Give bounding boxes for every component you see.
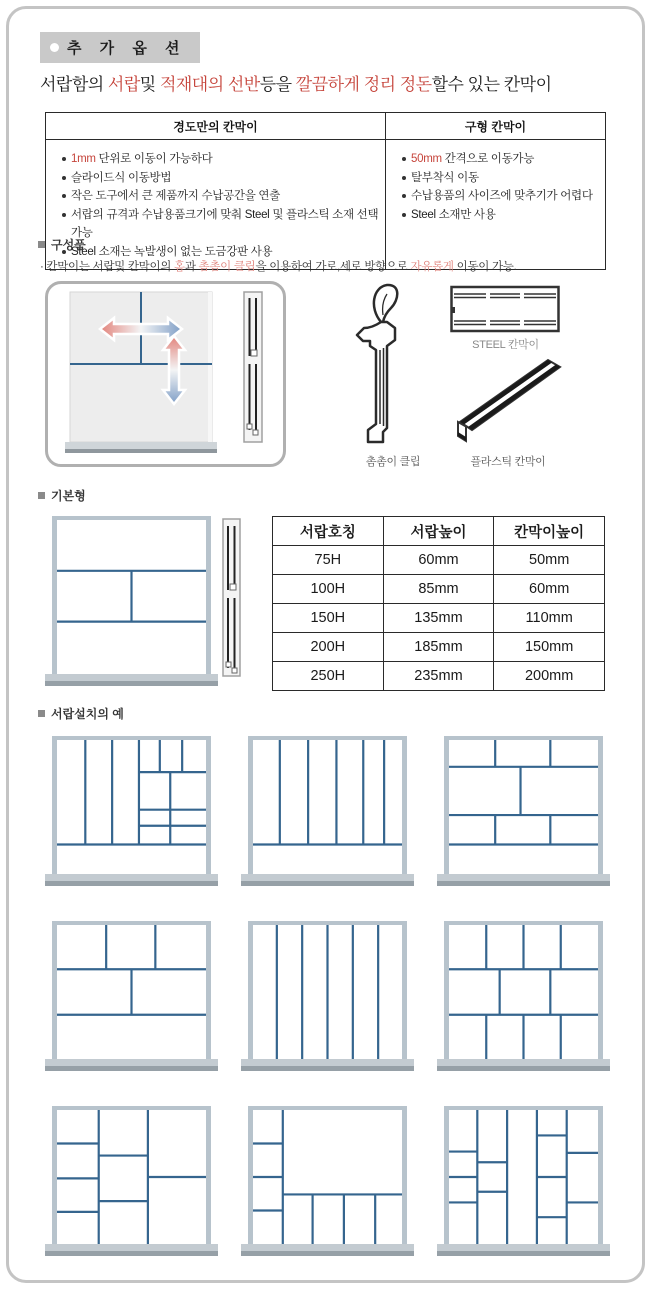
text-part: 할수 있는 칸막이 bbox=[431, 75, 552, 94]
clip-drawing bbox=[348, 282, 424, 450]
text-part: 및 bbox=[139, 75, 160, 94]
comparison-cell-left bbox=[46, 140, 386, 270]
comparison-table bbox=[45, 112, 606, 270]
drawer-example bbox=[437, 919, 610, 1071]
comparison-header-right: 구형 칸막이 bbox=[386, 113, 606, 140]
feature-list-left bbox=[62, 150, 379, 261]
section-header-label: 서랍설치의 예 bbox=[51, 707, 124, 721]
comparison-header-left: 경도만의 칸막이 bbox=[46, 113, 386, 140]
spec-table-cell: 250H bbox=[273, 662, 384, 691]
spec-table-header: 서랍높이 bbox=[383, 517, 494, 546]
examples-grid bbox=[45, 734, 611, 1256]
feature-item: 1mm 단위로 이동이 가능하다 bbox=[62, 150, 379, 169]
feature-item: 슬라이드식 이동방법 bbox=[62, 169, 379, 188]
spec-table-cell: 150mm bbox=[494, 633, 605, 662]
badge-dot-icon bbox=[50, 43, 59, 52]
divider-profile-icon bbox=[244, 292, 262, 442]
text-part: 깔끔하게 정리 정돈 bbox=[295, 75, 432, 94]
drawer-layout-svg bbox=[437, 919, 610, 1071]
square-bullet-icon bbox=[38, 492, 45, 499]
drawer-layout-svg bbox=[45, 514, 218, 686]
drawer-layout-svg bbox=[45, 1104, 218, 1256]
plastic-divider-label: 플라스틱 칸막이 bbox=[470, 456, 546, 468]
drawer-example bbox=[241, 734, 414, 886]
drawer-layout-svg bbox=[45, 734, 218, 886]
badge-label: 추 가 옵 션 bbox=[67, 40, 187, 57]
drawer-movement-diagram bbox=[48, 284, 283, 464]
steel-divider-label: STEEL 칸막이 bbox=[472, 339, 539, 351]
basic-drawer-diagram bbox=[45, 514, 218, 686]
spec-table-cell: 185mm bbox=[383, 633, 494, 662]
text-part: 서랍 bbox=[107, 75, 140, 94]
bullet-icon bbox=[62, 213, 66, 217]
divider-profile-icon bbox=[222, 518, 242, 678]
section-header-basic bbox=[38, 487, 86, 504]
feature-item: Steel 소재는 녹발생이 없는 도금강판 사용 bbox=[62, 243, 379, 262]
text-part: 적재대의 선반 bbox=[159, 75, 260, 94]
drawer-layout-svg bbox=[437, 1104, 610, 1256]
feature-item: 탈부착식 이동 bbox=[402, 169, 599, 188]
feature-list-right bbox=[402, 150, 599, 224]
spec-table-cell: 110mm bbox=[494, 604, 605, 633]
components-note bbox=[40, 258, 516, 274]
spec-table-row bbox=[273, 604, 605, 633]
feature-item: 작은 도구에서 큰 제품까지 수납공간을 연출 bbox=[62, 187, 379, 206]
drawer-example bbox=[241, 1104, 414, 1256]
spec-table-cell: 135mm bbox=[383, 604, 494, 633]
drawer-layout-svg bbox=[241, 1104, 414, 1256]
spec-table-cell: 235mm bbox=[383, 662, 494, 691]
plastic-divider-drawing bbox=[452, 348, 564, 450]
spec-table-row bbox=[273, 546, 605, 575]
steel-divider-drawing bbox=[450, 285, 560, 335]
text-part: 과 bbox=[184, 261, 199, 273]
spec-table-row bbox=[273, 575, 605, 604]
bullet-icon bbox=[62, 194, 66, 198]
bullet-icon bbox=[402, 213, 406, 217]
spec-table-cell: 200mm bbox=[494, 662, 605, 691]
spec-table-row bbox=[273, 662, 605, 691]
text-part: 이동이 가능. bbox=[453, 261, 517, 273]
section-header-label: 구성품 bbox=[51, 238, 86, 252]
spec-table-row bbox=[273, 633, 605, 662]
size-spec-table bbox=[272, 516, 605, 691]
spec-table-cell: 85mm bbox=[383, 575, 494, 604]
spec-table-cell: 150H bbox=[273, 604, 384, 633]
drawer-example bbox=[45, 734, 218, 886]
text-part: 자유롭게 bbox=[410, 261, 454, 273]
spec-table-header: 칸막이높이 bbox=[494, 517, 605, 546]
comparison-cell-right bbox=[386, 140, 606, 270]
drawer-example bbox=[241, 919, 414, 1071]
text-part: · 칸막이는 서랍및 칸막이의 bbox=[40, 261, 175, 273]
text-part: 홈 bbox=[174, 261, 185, 273]
text-part: 촘촘이 클립 bbox=[198, 261, 256, 273]
drawer-example bbox=[437, 1104, 610, 1256]
drawer-layout-svg bbox=[437, 734, 610, 886]
spec-table-cell: 60mm bbox=[383, 546, 494, 575]
spec-table-cell: 100H bbox=[273, 575, 384, 604]
drawer-layout-svg bbox=[241, 734, 414, 886]
bullet-icon bbox=[402, 176, 406, 180]
spec-table-header: 서랍호칭 bbox=[273, 517, 384, 546]
spec-table-cell: 75H bbox=[273, 546, 384, 575]
section-header-label: 기본형 bbox=[51, 489, 86, 503]
text-part: 을 이용하여 가로,세로 방향으로 bbox=[255, 261, 411, 273]
bullet-icon bbox=[402, 194, 406, 198]
square-bullet-icon bbox=[38, 710, 45, 717]
feature-item: 서랍의 규격과 수납용품크기에 맞춰 Steel 및 플라스틱 소재 선택가능 bbox=[62, 206, 379, 243]
section-header-examples bbox=[38, 705, 124, 722]
bullet-icon bbox=[62, 157, 66, 161]
clip-label: 촘촘이 클립 bbox=[365, 456, 421, 468]
bullet-icon bbox=[62, 176, 66, 180]
spec-table-cell: 200H bbox=[273, 633, 384, 662]
drawer-example bbox=[45, 1104, 218, 1256]
text-part: 등을 bbox=[259, 75, 296, 94]
text-part: 서랍함의 bbox=[40, 75, 108, 94]
drawer-example bbox=[437, 734, 610, 886]
section-header-components bbox=[38, 236, 86, 253]
page-title bbox=[40, 70, 552, 95]
movement-diagram-box bbox=[45, 281, 286, 467]
bullet-icon bbox=[402, 157, 406, 161]
square-bullet-icon bbox=[38, 241, 45, 248]
drawer-layout-svg bbox=[241, 919, 414, 1071]
drawer-example bbox=[45, 919, 218, 1071]
drawer-layout-svg bbox=[45, 919, 218, 1071]
section-badge bbox=[40, 32, 200, 63]
feature-item: Steel 소재만 사용 bbox=[402, 206, 599, 225]
spec-table-cell: 50mm bbox=[494, 546, 605, 575]
spec-table-cell: 60mm bbox=[494, 575, 605, 604]
feature-item: 50mm 간격으로 이동가능 bbox=[402, 150, 599, 169]
feature-item: 수납용품의 사이즈에 맞추기가 어렵다 bbox=[402, 187, 599, 206]
